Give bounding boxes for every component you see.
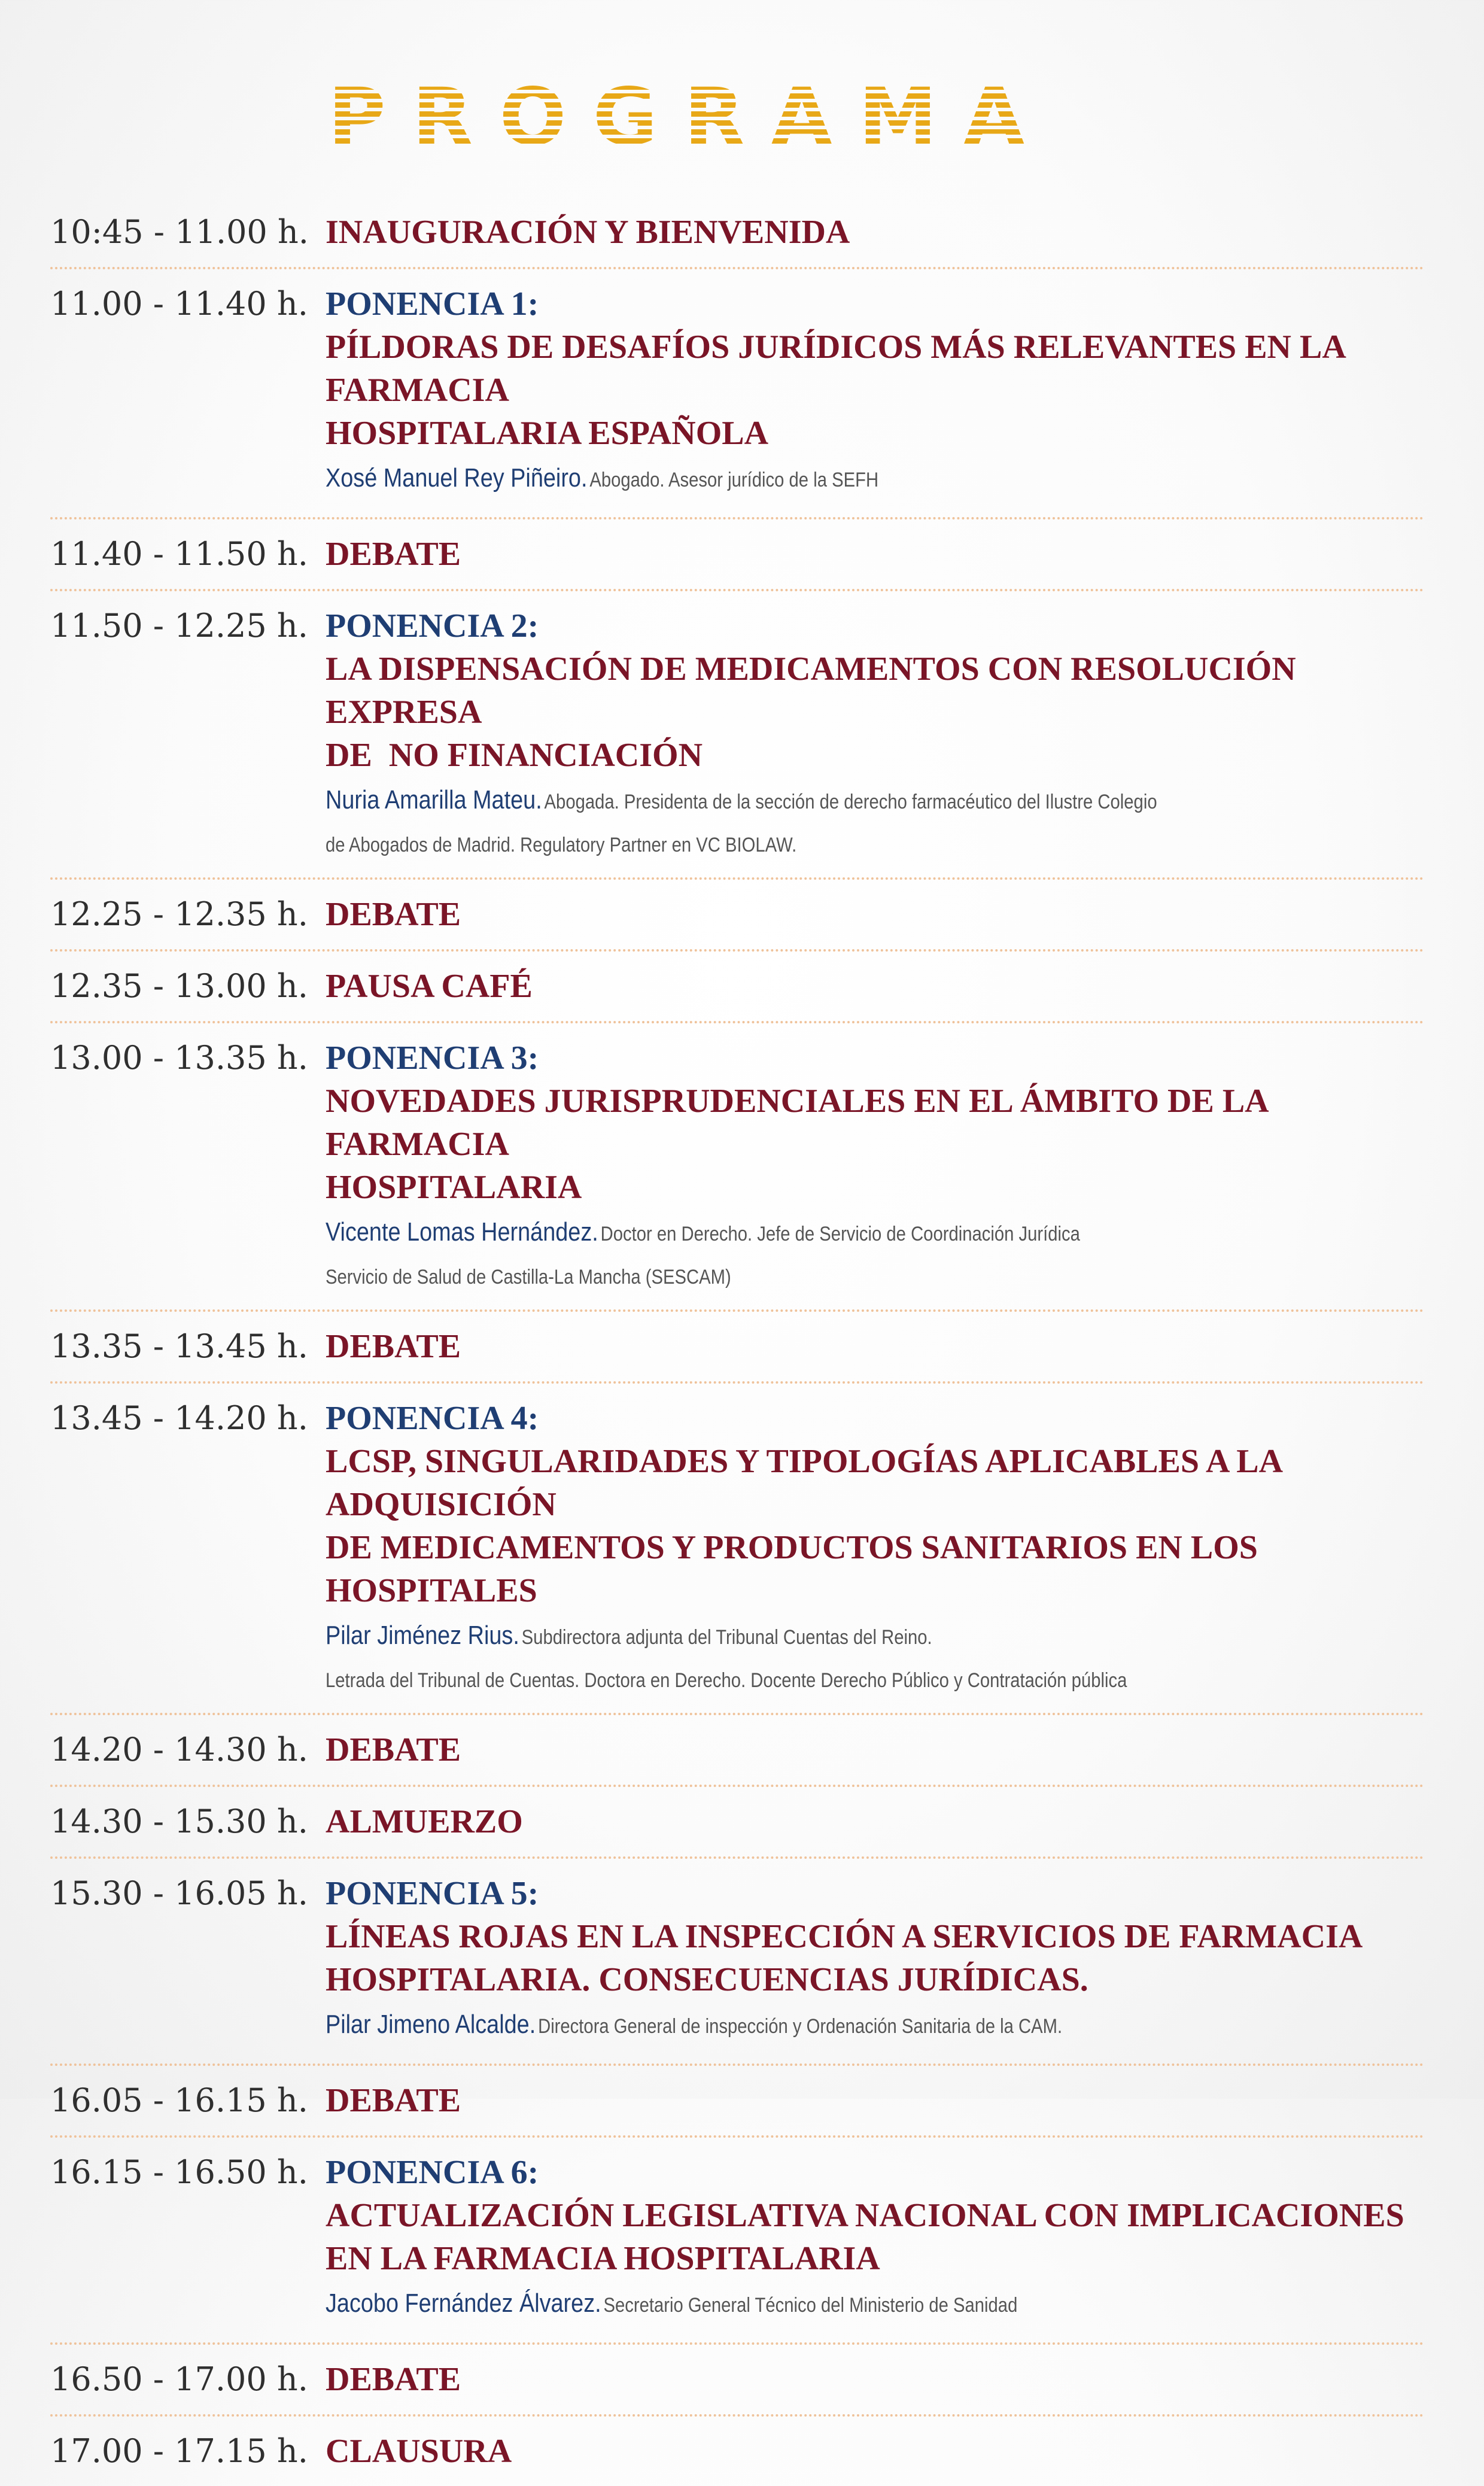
schedule-row — [50, 1023, 1424, 1312]
time-slot: 13.45 - 14.20 h. — [50, 1399, 308, 1437]
speaker-name: Nuria Amarilla Mateu. — [326, 785, 542, 815]
schedule-row — [50, 1715, 1424, 1787]
session-label: DEBATE — [326, 2082, 461, 2119]
schedule-row — [50, 1384, 1424, 1715]
talk-title-line: LCSP, SINGULARIDADES Y TIPOLOGÍAS APLICABLES A LA ADQUISICIÓN — [326, 1443, 1282, 1523]
time-slot: 11.00 - 11.40 h. — [50, 285, 308, 323]
session-label: ALMUERZO — [326, 1803, 523, 1840]
speaker-info — [326, 1616, 1424, 1700]
speaker-info — [326, 1212, 1424, 1296]
session-label: DEBATE — [326, 1328, 461, 1365]
talk-title-line: HOSPITALARIA. CONSECUENCIAS JURÍDICAS. — [326, 1961, 1088, 1998]
schedule-row — [50, 519, 1424, 591]
time-slot: 16.15 - 16.50 h. — [50, 2153, 308, 2191]
ponencia-number: PONENCIA 1: — [326, 285, 539, 323]
time-slot: 14.20 - 14.30 h. — [50, 1731, 308, 1768]
time-slot: 16.50 - 17.00 h. — [50, 2360, 308, 2398]
schedule-row — [50, 952, 1424, 1023]
talk-title-line: NOVEDADES JURISPRUDENCIALES EN EL ÁMBITO DE LA FARMACIA — [326, 1083, 1267, 1163]
schedule-row — [50, 2345, 1424, 2417]
talk-title-line: LA DISPENSACIÓN DE MEDICAMENTOS CON RESOLUCIÓN EXPRESA — [326, 651, 1296, 731]
talk-title-line: HOSPITALARIA ESPAÑOLA — [326, 415, 769, 452]
speaker-role: Doctor en Derecho. Jefe de Servicio de Coordinación Jurídica — [600, 1223, 1080, 1245]
ponencia-number: PONENCIA 5: — [326, 1875, 539, 1912]
speaker-name: Jacobo Fernández Álvarez. — [326, 2289, 601, 2318]
time-slot: 17.00 - 17.15 h. — [50, 2432, 308, 2470]
schedule-row — [50, 269, 1424, 519]
speaker-role-cont: Letrada del Tribunal de Cuentas. Doctora en Derecho. Docente Derecho Público y Contratación pública — [326, 1669, 1127, 1692]
speaker-name: Pilar Jiménez Rius. — [326, 1621, 519, 1650]
schedule-row — [50, 2066, 1424, 2138]
session-label: DEBATE — [326, 1731, 461, 1768]
session-label: DEBATE — [326, 536, 461, 573]
ponencia-number: PONENCIA 3: — [326, 1040, 539, 1077]
schedule-row — [50, 2138, 1424, 2345]
speaker-role: Secretario General Técnico del Ministerio de Sanidad — [603, 2294, 1018, 2317]
talk-title-line: DE MEDICAMENTOS Y PRODUCTOS SANITARIOS EN LOS HOSPITALES — [326, 1529, 1258, 1609]
time-slot: 12.35 - 13.00 h. — [50, 967, 308, 1005]
schedule-row — [50, 197, 1424, 269]
ponencia-number: PONENCIA 2: — [326, 607, 539, 645]
time-slot: 10:45 - 11.00 h. — [50, 213, 309, 251]
schedule-row — [50, 1312, 1424, 1384]
speaker-role: Directora General de inspección y Ordenación Sanitaria de la CAM. — [538, 2015, 1063, 2038]
ponencia-number: PONENCIA 4: — [326, 1400, 539, 1437]
time-slot: 15.30 - 16.05 h. — [50, 1874, 308, 1912]
speaker-info — [326, 2005, 1424, 2050]
talk-title-line: HOSPITALARIA — [326, 1169, 582, 1206]
schedule-row — [50, 2417, 1424, 2486]
page-title: PROGRAMA — [328, 71, 1051, 163]
speaker-name: Xosé Manuel Rey Piñeiro. — [326, 463, 588, 493]
time-slot: 11.40 - 11.50 h. — [50, 535, 308, 573]
schedule-row — [50, 1787, 1424, 1859]
session-label: DEBATE — [326, 896, 461, 933]
speaker-info — [326, 458, 1424, 504]
speaker-role: Subdirectora adjunta del Tribunal Cuentas del Reino. — [521, 1626, 932, 1649]
session-label: DEBATE — [326, 2361, 461, 2398]
schedule-list — [50, 197, 1424, 2486]
session-label: CLAUSURA — [326, 2433, 512, 2470]
ponencia-number: PONENCIA 6: — [326, 2154, 539, 2191]
time-slot: 14.30 - 15.30 h. — [50, 1803, 308, 1840]
session-label: INAUGURACIÓN Y BIENVENIDA — [326, 214, 850, 251]
schedule-row — [50, 591, 1424, 880]
speaker-role: Abogada. Presidenta de la sección de derecho farmacéutico del Ilustre Colegio — [544, 791, 1157, 813]
time-slot: 11.50 - 12.25 h. — [50, 607, 308, 645]
talk-title-line: EN LA FARMACIA HOSPITALARIA — [326, 2240, 880, 2277]
schedule-row — [50, 1859, 1424, 2066]
session-label: PAUSA CAFÉ — [326, 968, 533, 1005]
talk-title-line: PÍLDORAS DE DESAFÍOS JURÍDICOS MÁS RELEVANTES EN LA FARMACIA — [326, 329, 1345, 409]
time-slot: 16.05 - 16.15 h. — [50, 2081, 308, 2119]
schedule-row — [50, 880, 1424, 952]
speaker-role: Abogado. Asesor jurídico de la SEFH — [589, 469, 879, 491]
talk-title-line: ACTUALIZACIÓN LEGISLATIVA NACIONAL CON IMPLICACIONES — [326, 2197, 1404, 2234]
speaker-info — [326, 780, 1424, 864]
speaker-info — [326, 2284, 1424, 2329]
talk-title-line: LÍNEAS ROJAS EN LA INSPECCIÓN A SERVICIOS DE FARMACIA — [326, 1918, 1363, 1955]
time-slot: 13.00 - 13.35 h. — [50, 1039, 308, 1077]
speaker-name: Vicente Lomas Hernández. — [326, 1217, 598, 1247]
speaker-role-cont: de Abogados de Madrid. Regulatory Partner en VC BIOLAW. — [326, 834, 797, 856]
time-slot: 13.35 - 13.45 h. — [50, 1327, 308, 1365]
time-slot: 12.25 - 12.35 h. — [50, 895, 308, 933]
talk-title-line: DE NO FINANCIACIÓN — [326, 737, 703, 774]
speaker-role-cont: Servicio de Salud de Castilla-La Mancha (SESCAM) — [326, 1266, 731, 1288]
speaker-name: Pilar Jimeno Alcalde. — [326, 2010, 536, 2039]
